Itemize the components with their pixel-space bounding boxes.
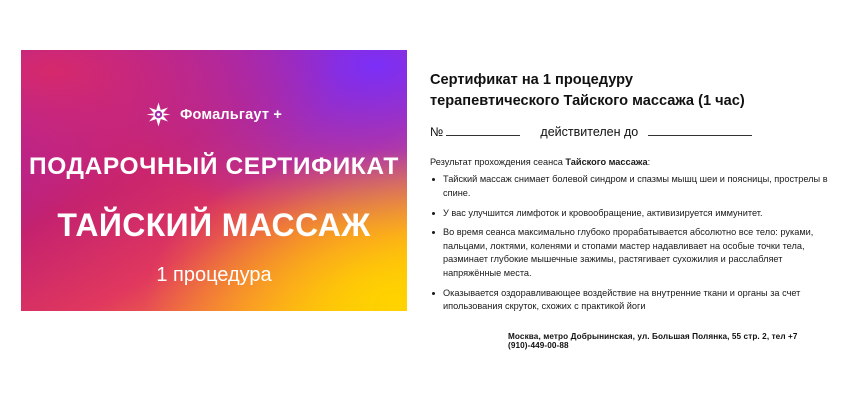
- info-title-line1: Сертификат на 1 процедуру: [430, 72, 633, 88]
- certificate-info: [430, 70, 830, 350]
- list-item: Во время сеанса максимально глубоко прорабатывается абсолютно все тело: руками, пальцами, локтями, коленями и стопами мастер надавливает на особые точки тела, разминает глубокие мышечные зажимы, растягивает сухожилия и расслабляет напряжённые места.: [430, 226, 830, 280]
- certificate-title: ПОДАРОЧНЫЙ СЕРТИФИКАТ: [28, 153, 399, 180]
- info-title-line2: терапевтического Тайского массажа (1 час): [430, 92, 745, 109]
- result-intro: [430, 157, 830, 167]
- certificate-count: 1 процедура: [156, 264, 272, 286]
- address-footer: Москва, метро Добрынинская, ул. Большая Полянка, 55 стр. 2, тел +7 (910)-449-00-88: [508, 331, 798, 350]
- certificate-subject: ТАЙСКИЙ МАССАЖ: [57, 207, 371, 243]
- brand-row: [146, 102, 282, 127]
- result-intro-bold: Тайского массажа: [565, 157, 648, 168]
- list-item: Оказывается оздоравливающее воздействие на внутренние ткани и органы за счет ипользования скруток, схожих с практикой йоги: [430, 287, 830, 314]
- info-title: [430, 70, 830, 111]
- valid-until-label: действителен до: [540, 125, 639, 140]
- benefits-list: [430, 173, 830, 313]
- valid-until-field-blank[interactable]: [648, 125, 752, 136]
- starburst-logo-icon: [146, 102, 171, 127]
- gift-certificate-card: [21, 50, 407, 311]
- result-intro-suffix: :: [647, 157, 651, 168]
- gift-certificate-content: [21, 50, 407, 311]
- brand-name: Фомальгаут +: [179, 106, 283, 123]
- list-item: У вас улучшится лимфоток и кровообращение, активизируется иммунитет.: [430, 207, 830, 221]
- list-item: Тайский массаж снимает болевой синдром и спазмы мышц шеи и поясницы, прострелы в спине.: [430, 173, 830, 200]
- result-intro-prefix: Результат прохождения сеанса: [430, 157, 566, 168]
- number-field-blank[interactable]: [446, 125, 520, 136]
- number-and-validity-row: [430, 125, 830, 139]
- number-label: №: [430, 125, 444, 140]
